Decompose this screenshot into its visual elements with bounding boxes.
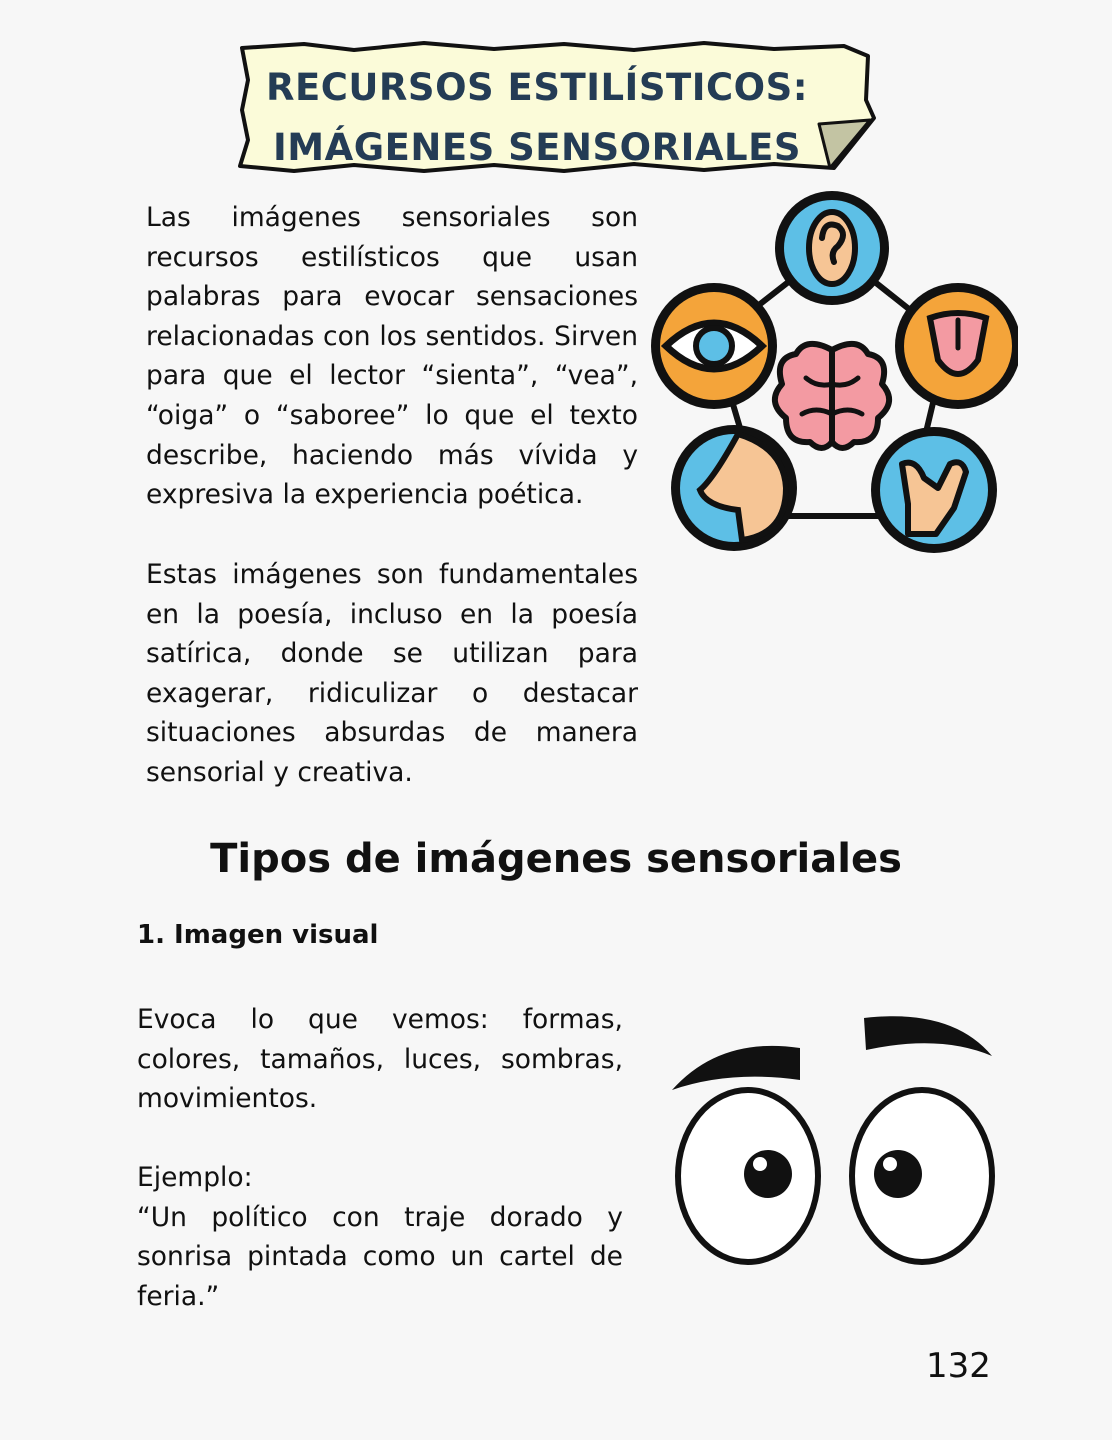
visual-description: Evoca lo que vemos: formas, colores, tamaños, luces, sombras, movimientos. — [137, 1004, 623, 1115]
tongue-icon — [895, 283, 1018, 409]
section-title: Tipos de imágenes sensoriales — [210, 836, 902, 882]
subsection-title: 1. Imagen visual — [137, 920, 379, 950]
example-label: Ejemplo: — [137, 1162, 253, 1193]
intro-paragraph-1: Las imágenes sensoriales son recursos estilísticos que usan palabras para evocar sensaciones relacionadas con los sentidos. Sirven para que el lector “sienta”, “vea”, “oiga” o “saboree” lo que el texto describe, haciendo más vívida y expresiva la experiencia poética. — [146, 202, 638, 511]
five-senses-illustration — [646, 188, 1018, 558]
hand-icon — [871, 427, 997, 553]
example-text: “Un político con traje dorado y sonrisa pintada como un cartel de feria.” — [137, 1201, 623, 1312]
banner-title-line2: IMÁGENES SENSORIALES — [272, 126, 802, 169]
title-banner — [234, 40, 880, 182]
brain-icon — [775, 344, 889, 448]
ear-icon — [775, 191, 889, 305]
example-block — [137, 1158, 623, 1316]
eye-icon — [651, 283, 777, 409]
nose-icon — [671, 425, 797, 551]
cartoon-eyes-icon — [660, 1000, 1010, 1280]
page-number: 132 — [926, 1346, 991, 1386]
banner-title-line1: RECURSOS ESTILÍSTICOS: — [265, 66, 809, 109]
intro-paragraph-2: Estas imágenes son fundamentales en la poesía, incluso en la poesía satírica, donde se utilizan para exagerar, ridiculizar o destacar situaciones absurdas de manera sensorial y creativa. — [146, 559, 638, 788]
